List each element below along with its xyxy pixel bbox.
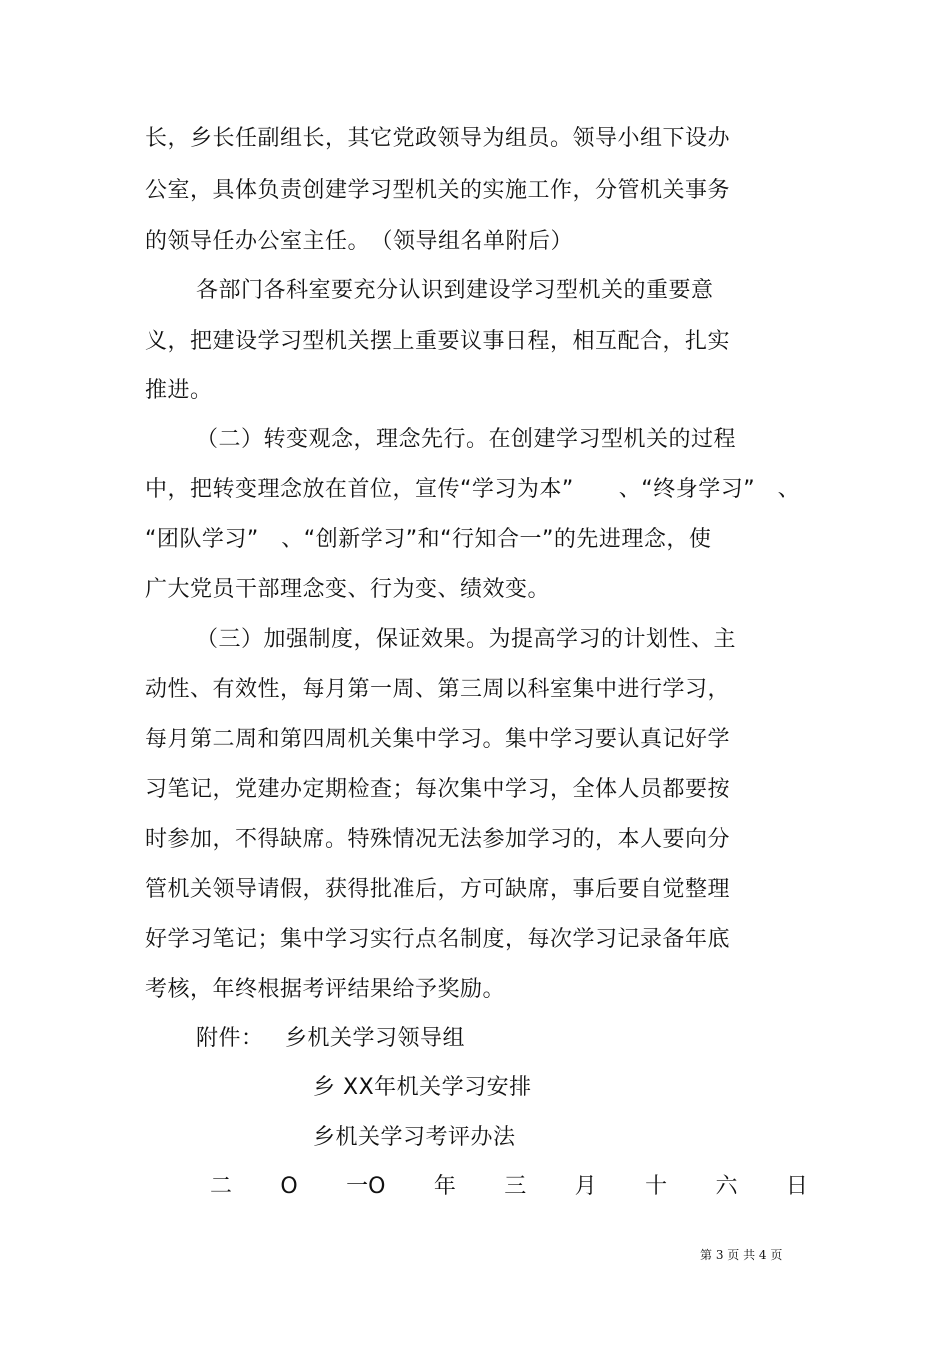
- date-char: 三: [504, 1174, 527, 1199]
- date-char: 十: [645, 1174, 668, 1199]
- body-line: 长，乡长任副组长，其它党政领导为组员。领导小组下设办: [145, 126, 731, 151]
- attachment-item: 乡机关学习领导组: [285, 1026, 466, 1051]
- date-char: 月: [574, 1174, 597, 1199]
- paragraph-first-line: （三）加强制度，保证效果。为提高学习的计划性、主: [196, 627, 737, 652]
- body-line: 广大党员干部理念变、行为变、绩效变。: [145, 577, 551, 602]
- body-line: 时参加，不得缺席。特殊情况无法参加学习的，本人要向分: [145, 827, 731, 852]
- paragraph-first-line: （二）转变观念，理念先行。在创建学习型机关的过程: [196, 427, 737, 452]
- attachment-item: 乡机关学习考评办法: [313, 1125, 516, 1150]
- date-char: 年: [433, 1174, 456, 1199]
- date-char: 一O: [346, 1174, 386, 1199]
- body-line: “团队学习” 、“创新学习”和“行知合一”的先进理念，使: [145, 527, 712, 552]
- page-number-footer: 第 3 页 共 4 页: [700, 1248, 783, 1262]
- date-char: 六: [715, 1174, 738, 1199]
- date-char: 日: [785, 1174, 808, 1199]
- body-line: 的领导任办公室主任。 （领导组名单附后）: [145, 229, 574, 254]
- body-line: 推进。: [145, 378, 213, 403]
- date-char: 二: [210, 1174, 233, 1199]
- attachment-label: 附件：: [196, 1026, 264, 1051]
- body-line: 动性、有效性，每月第一周、第三周以科室集中进行学习，: [145, 677, 731, 702]
- body-line: 考核，年终根据考评结果给予奖励。: [145, 977, 506, 1002]
- body-line: 义，把建设学习型机关摆上重要议事日程，相互配合，扎实: [145, 329, 731, 354]
- body-line: 管机关领导请假，获得批准后，方可缺席，事后要自觉整理: [145, 877, 731, 902]
- body-line: 公室，具体负责创建学习型机关的实施工作，分管机关事务: [145, 178, 731, 203]
- date-char: O: [280, 1174, 298, 1199]
- paragraph-first-line: 各部门各科室要充分认识到建设学习型机关的重要意: [196, 278, 714, 303]
- document-date: [210, 1172, 808, 1202]
- body-line: 每月第二周和第四周机关集中学习。集中学习要认真记好学: [145, 727, 731, 752]
- body-line: 好学习笔记；集中学习实行点名制度，每次学习记录备年底: [145, 927, 731, 952]
- body-line: 习笔记，党建办定期检查；每次集中学习，全体人员都要按: [145, 777, 731, 802]
- attachment-item: 乡 XX年机关学习安排: [313, 1075, 532, 1100]
- body-line: 中，把转变理念放在首位，宣传“学习为本” 、“终身学习” 、: [145, 477, 801, 502]
